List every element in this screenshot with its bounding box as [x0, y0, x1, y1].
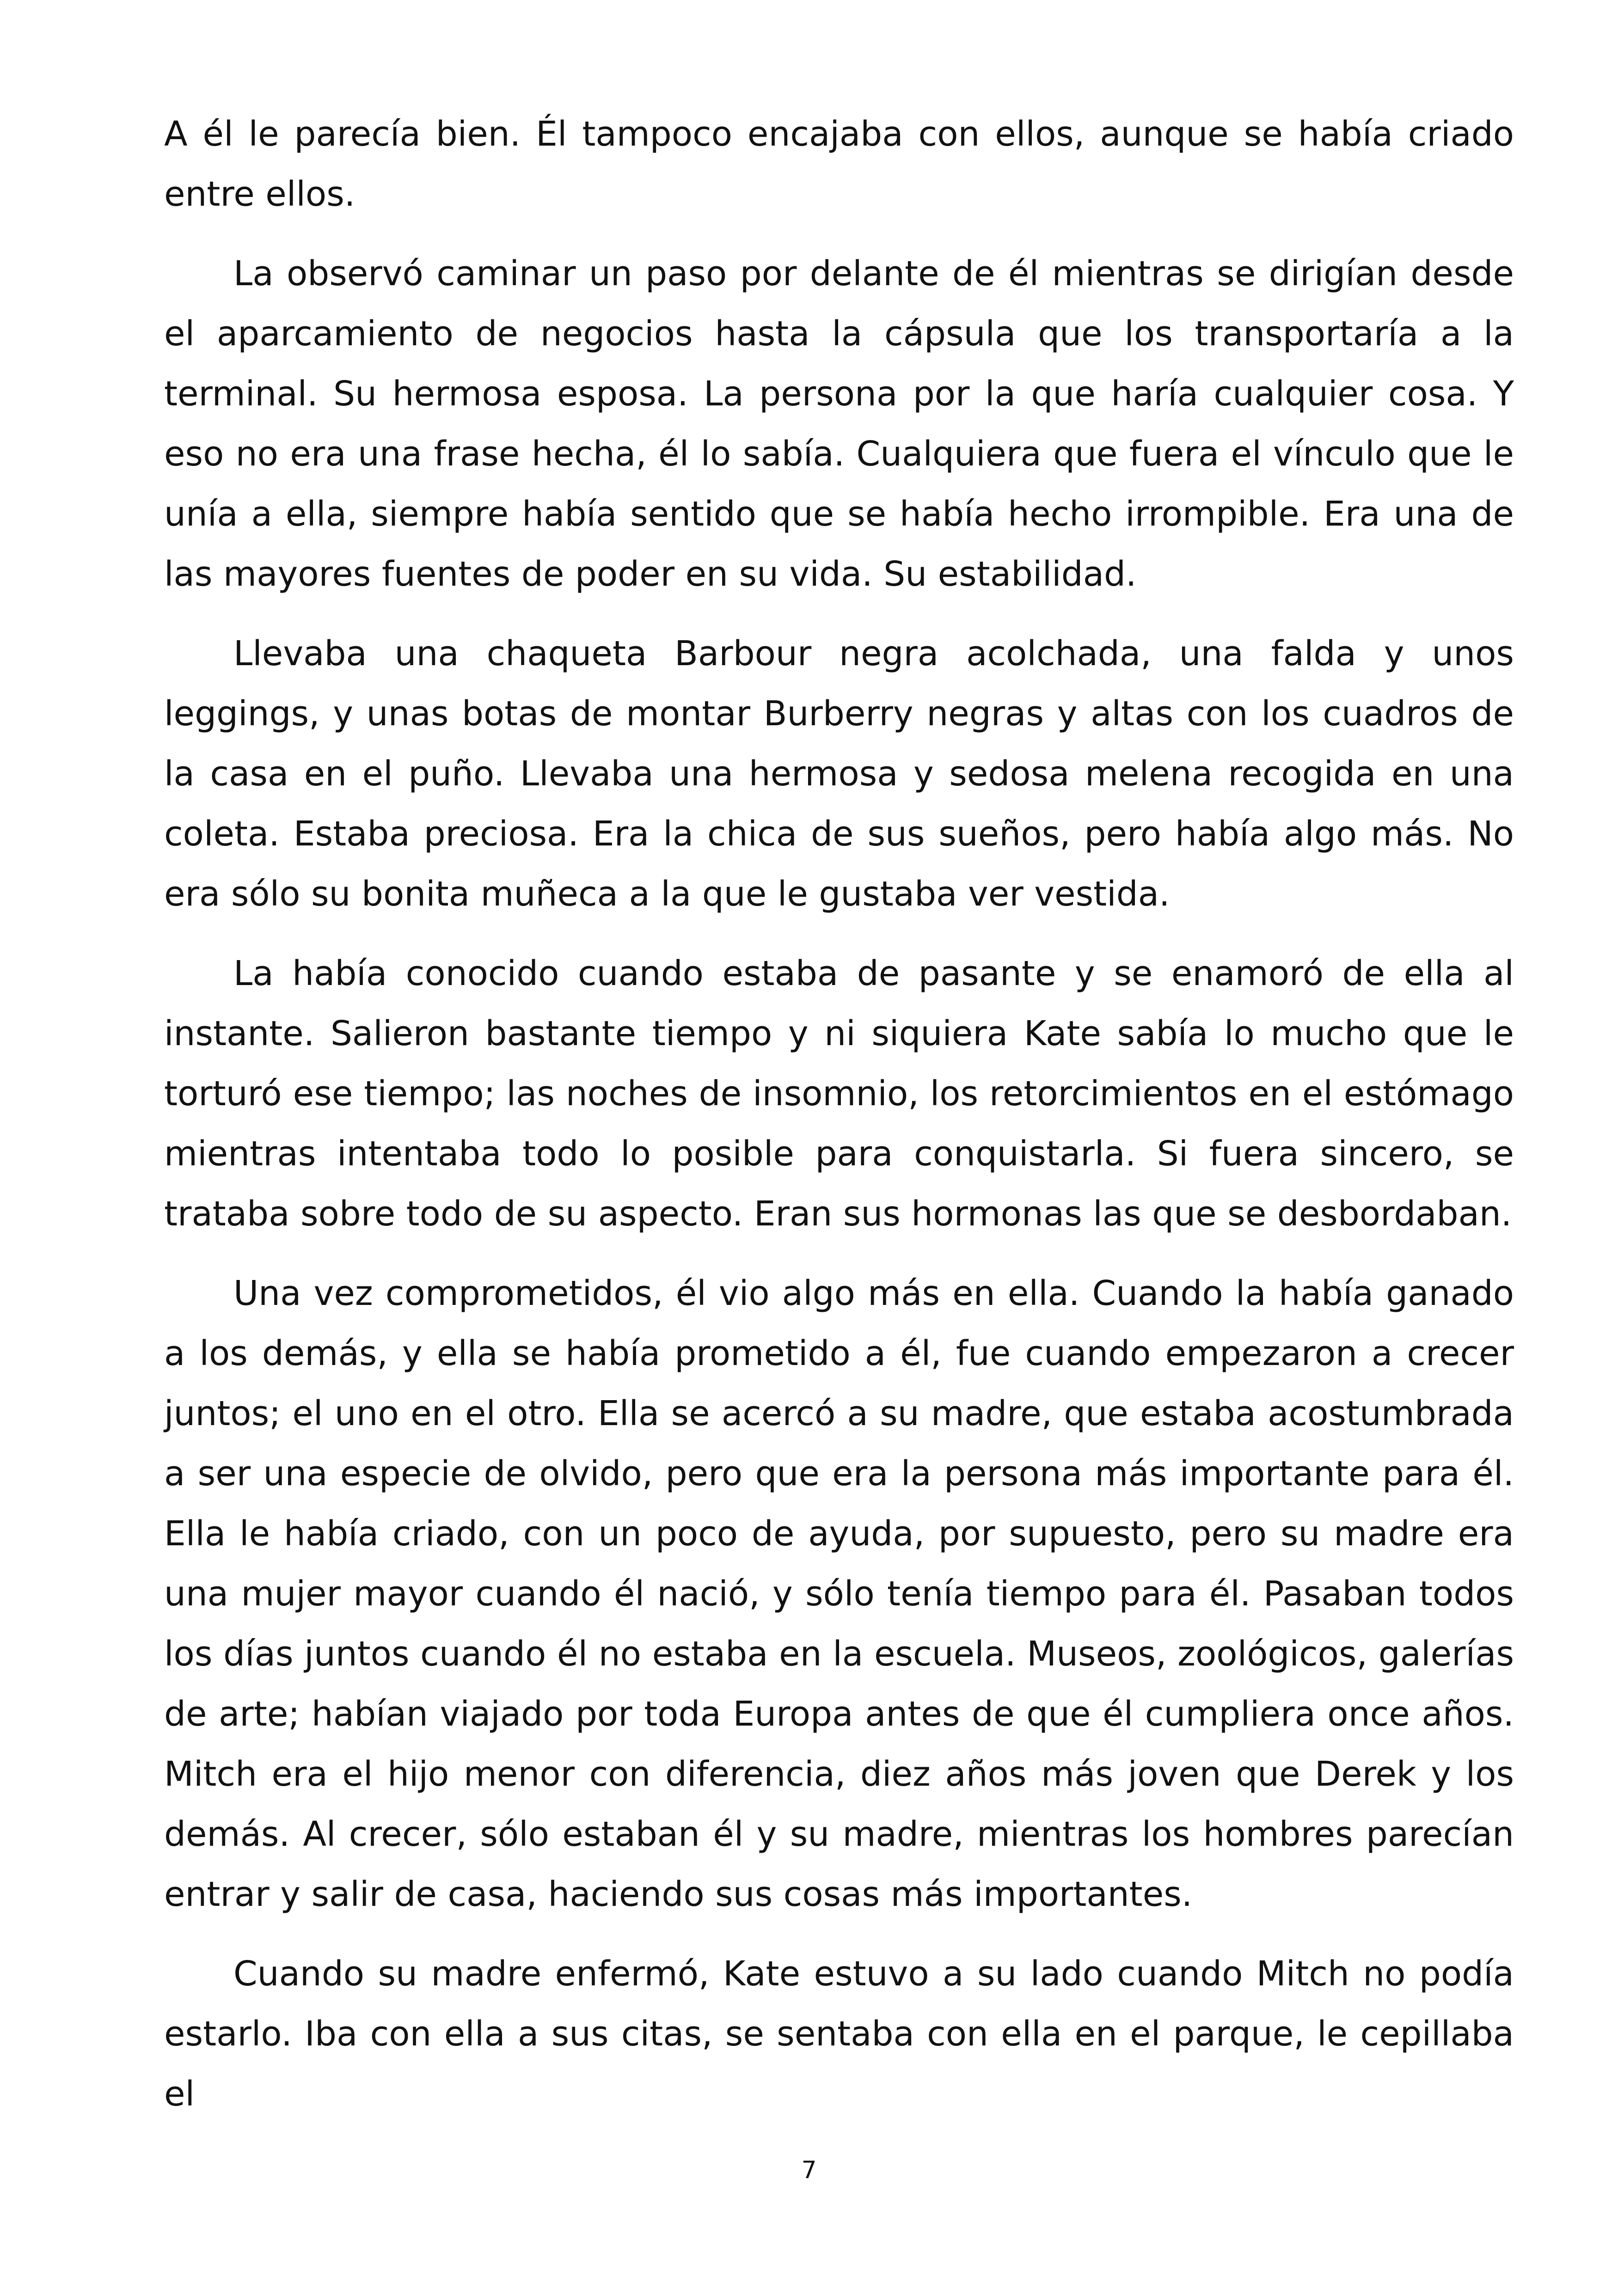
page-number: 7	[801, 2156, 817, 2184]
paragraph: La observó caminar un paso por delante de él mientras se dirigían desde el aparcamiento de negocios hasta la cápsula que los transportaría a la terminal. Su hermosa esposa. La persona por la que haría cualquier cosa. Y eso no era una frase hecha, él lo sabía. Cualquiera que fuera el vínculo que le unía a ella, siempre había sentido que se había hecho irrompible. Era una de las mayores fuentes de poder en su vida. Su estabilidad.	[164, 254, 1514, 594]
paragraph: Llevaba una chaqueta Barbour negra acolchada, una falda y unos leggings, y unas botas de montar Burberry negras y altas con los cuadros de la casa en el puño. Llevaba una hermosa y sedosa melena recogida en una coleta. Estaba preciosa. Era la chica de sus sueños, pero había algo más. No era sólo su bonita muñeca a la que le gustaba ver vestida.	[164, 634, 1514, 914]
body-text	[164, 104, 1514, 2143]
paragraph: Una vez comprometidos, él vio algo más en ella. Cuando la había ganado a los demás, y ella se había prometido a él, fue cuando empezaron a crecer juntos; el uno en el otro. Ella se acercó a su madre, que estaba acostumbrada a ser una especie de olvido, pero que era la persona más importante para él. Ella le había criado, con un poco de ayuda, por supuesto, pero su madre era una mujer mayor cuando él nació, y sólo tenía tiempo para él. Pasaban todos los días juntos cuando él no estaba en la escuela. Museos, zoológicos, galerías de arte; habían viajado por toda Europa antes de que él cumpliera once años. Mitch era el hijo menor con diferencia, diez años más joven que Derek y los demás. Al crecer, sólo estaban él y su madre, mientras los hombres parecían entrar y salir de casa, haciendo sus cosas más importantes.	[164, 1274, 1514, 1914]
paragraph: A él le parecía bien. Él tampoco encajaba con ellos, aunque se había criado entre ellos.	[164, 114, 1514, 214]
paragraph: Cuando su madre enfermó, Kate estuvo a su lado cuando Mitch no podía estarlo. Iba con ella a sus citas, se sentaba con ella en el parque, le cepillaba el	[164, 1954, 1514, 2114]
paragraph: La había conocido cuando estaba de pasante y se enamoró de ella al instante. Salieron bastante tiempo y ni siquiera Kate sabía lo mucho que le torturó ese tiempo; las noches de insomnio, los retorcimientos en el estómago mientras intentaba todo lo posible para conquistarla. Si fuera sincero, se trataba sobre todo de su aspecto. Eran sus hormonas las que se desbordaban.	[164, 954, 1514, 1234]
